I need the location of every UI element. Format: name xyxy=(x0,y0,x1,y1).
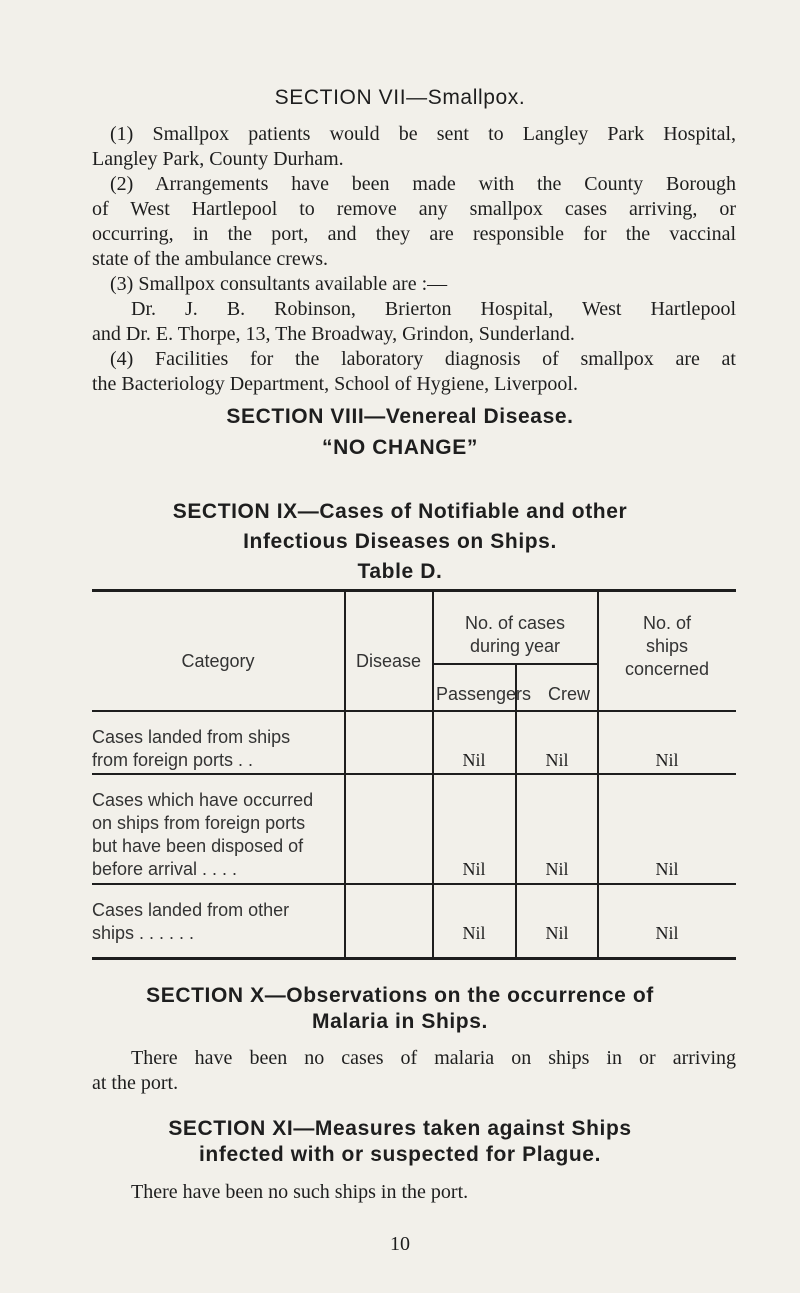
section-10-body xyxy=(92,1046,736,1096)
section-7-consultants xyxy=(92,297,736,347)
category-line: ships . . . . . . xyxy=(92,923,195,943)
row-ships: Nil xyxy=(655,859,679,879)
text-line: and Dr. E. Thorpe, 13, The Broadway, Grindon, Sunderland. xyxy=(92,323,575,345)
section-7-paragraph-1 xyxy=(92,122,736,172)
section-10-heading-line-2: Malaria in Ships. xyxy=(312,1010,488,1033)
header-ships-line: ships xyxy=(645,636,689,656)
table-bottom-rule xyxy=(92,957,736,960)
text-line: (4) Facilities for the laboratory diagnosis of smallpox are at xyxy=(110,348,736,370)
text-line: of West Hartlepool to remove any smallpox cases arriving, or xyxy=(92,198,736,220)
text-line: Langley Park, County Durham. xyxy=(92,148,344,170)
row-passengers: Nil xyxy=(462,750,486,770)
text-line: at the port. xyxy=(92,1072,179,1094)
text-line: Dr. J. B. Robinson, Brierton Hospital, West Hartlepool xyxy=(131,298,736,320)
header-ships-concerned xyxy=(598,612,736,681)
row-category xyxy=(92,899,342,945)
text-line: There have been no cases of malaria on ships in or arriving xyxy=(131,1047,736,1069)
section-7-heading: SECTION VII—Smallpox. xyxy=(274,86,526,109)
header-passengers: Passengers xyxy=(436,684,532,704)
section-7-paragraph-4 xyxy=(92,347,736,397)
row-ships: Nil xyxy=(655,923,679,943)
table-top-rule xyxy=(92,589,736,592)
section-7-paragraph-2 xyxy=(92,172,736,272)
category-line: from foreign ports . . xyxy=(92,750,254,770)
row-passengers: Nil xyxy=(462,859,486,879)
row-crew: Nil xyxy=(545,923,569,943)
text-line: occurring, in the port, and they are responsible for the vaccinal xyxy=(92,223,736,245)
table-row-rule xyxy=(92,883,736,885)
header-cases-group xyxy=(433,612,597,658)
section-8-heading: SECTION VIII—Venereal Disease. xyxy=(226,405,574,428)
header-cases-line: No. of cases xyxy=(464,613,566,633)
header-cases-line: during year xyxy=(469,636,561,656)
table-column-rule xyxy=(515,664,517,957)
header-crew: Crew xyxy=(548,684,591,704)
category-line: before arrival . . . . xyxy=(92,859,238,879)
category-line: Cases landed from other xyxy=(92,900,290,920)
table-column-rule xyxy=(344,591,346,958)
text-line: (1) Smallpox patients would be sent to Langley Park Hospital, xyxy=(110,123,736,145)
header-ships-line: concerned xyxy=(624,659,710,679)
row-category xyxy=(92,726,342,772)
header-category: Category xyxy=(181,651,255,671)
text-line: (3) Smallpox consultants available are :— xyxy=(110,273,448,295)
text-line: (2) Arrangements have been made with the County Borough xyxy=(110,173,736,195)
section-10-heading-line-1: SECTION X—Observations on the occurrence of xyxy=(146,984,654,1007)
section-9-heading-line-1: SECTION IX—Cases of Notifiable and other xyxy=(172,500,628,523)
category-line: but have been disposed of xyxy=(92,836,304,856)
header-disease: Disease xyxy=(355,651,422,671)
section-11-body xyxy=(92,1180,736,1205)
section-11-heading-line-2: infected with or suspected for Plague. xyxy=(198,1143,602,1166)
row-category xyxy=(92,789,342,881)
text-line: the Bacteriology Department, School of Hygiene, Liverpool. xyxy=(92,373,578,395)
section-8-note: “NO CHANGE” xyxy=(322,436,478,459)
row-ships: Nil xyxy=(655,750,679,770)
page-number: 10 xyxy=(390,1233,410,1255)
section-11-heading-line-1: SECTION XI—Measures taken against Ships xyxy=(168,1117,632,1140)
category-line: Cases which have occurred xyxy=(92,790,314,810)
header-ships-line: No. of xyxy=(642,613,692,633)
row-crew: Nil xyxy=(545,859,569,879)
row-passengers: Nil xyxy=(462,923,486,943)
table-row-rule xyxy=(92,773,736,775)
text-line: state of the ambulance crews. xyxy=(92,248,329,270)
table-title: Table D. xyxy=(357,560,443,583)
section-7-paragraph-3 xyxy=(110,272,736,297)
section-9-heading-line-2: Infectious Diseases on Ships. xyxy=(243,530,557,553)
table-header-rule xyxy=(92,710,736,712)
category-line: on ships from foreign ports xyxy=(92,813,306,833)
text-line: There have been no such ships in the port. xyxy=(131,1181,469,1203)
row-crew: Nil xyxy=(545,750,569,770)
category-line: Cases landed from ships xyxy=(92,727,291,747)
